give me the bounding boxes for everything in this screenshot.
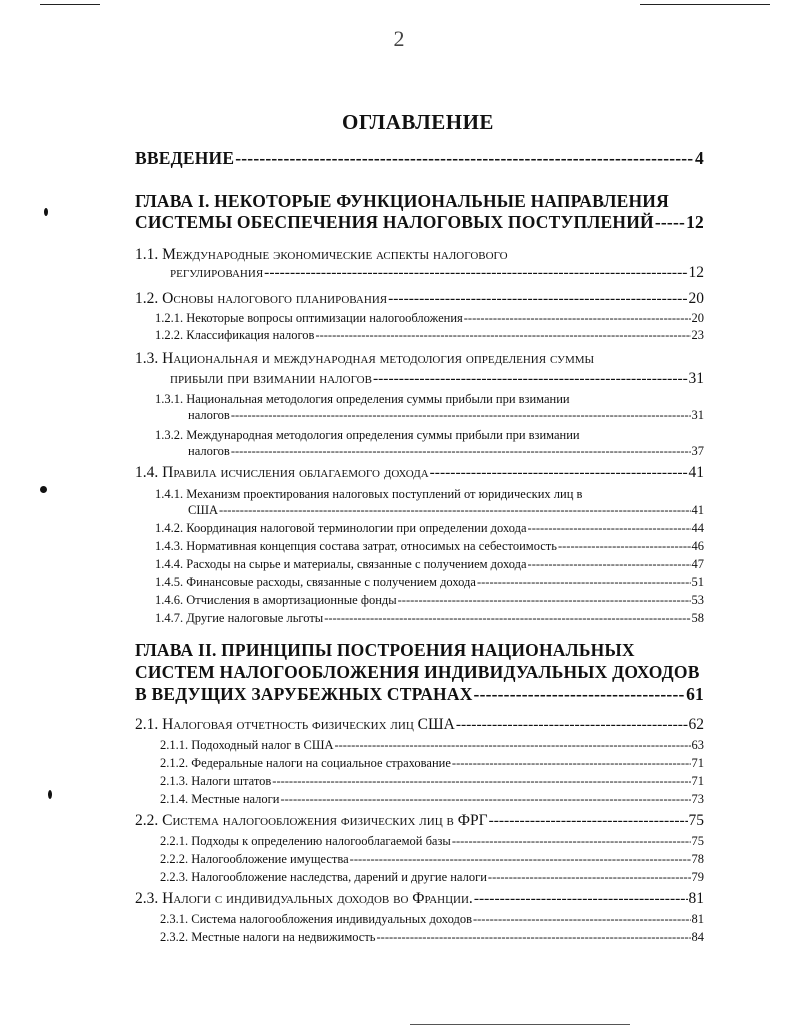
toc-page: 31 bbox=[691, 408, 704, 422]
toc-section-2-1-3[interactable] bbox=[160, 774, 704, 789]
toc-label: 2.3.2. Местные налоги на недвижимость bbox=[160, 930, 376, 944]
toc-leader bbox=[488, 870, 691, 885]
toc-leader bbox=[377, 930, 691, 945]
toc-chapter-1-heading: ГЛАВА I. НЕКОТОРЫЕ ФУНКЦИОНАЛЬНЫЕ НАПРАВЛЕНИЯ bbox=[135, 191, 669, 211]
toc-leader bbox=[474, 684, 686, 705]
toc-leader bbox=[334, 738, 690, 753]
toc-section-2-3-2[interactable] bbox=[160, 930, 704, 945]
toc-label: США bbox=[188, 503, 218, 517]
toc-section-1-4-1-heading: 1.4.1. Механизм проектирования налоговых поступлений от юридических лиц в bbox=[155, 487, 583, 501]
toc-leader bbox=[388, 290, 687, 308]
toc-page: 71 bbox=[691, 756, 704, 770]
toc-label: 2.3.1. Система налогообложения индивидуальных доходов bbox=[160, 912, 472, 926]
toc-page: 75 bbox=[688, 812, 704, 829]
toc-section-1-3-2[interactable] bbox=[188, 444, 704, 459]
toc-label: 2.1.4. Местные налоги bbox=[160, 792, 280, 806]
toc-section-1-3-1[interactable] bbox=[188, 408, 704, 423]
toc-section-1-1-heading: 1.1. Международные экономические аспекты налогового bbox=[135, 246, 508, 263]
scan-edge-top-right bbox=[640, 4, 770, 5]
scan-speck bbox=[40, 486, 47, 493]
toc-section-2-3[interactable] bbox=[135, 890, 704, 908]
toc-section-1-4-3[interactable] bbox=[155, 539, 704, 554]
toc-label: ВВЕДЕНИЕ bbox=[135, 148, 235, 168]
toc-page: 75 bbox=[691, 834, 704, 848]
toc-section-1-4-7[interactable] bbox=[155, 611, 704, 626]
toc-page: 31 bbox=[688, 370, 704, 387]
toc-intro[interactable] bbox=[135, 148, 704, 169]
page-number: 2 bbox=[393, 26, 405, 51]
toc-page: 71 bbox=[691, 774, 704, 788]
toc-page: 73 bbox=[691, 792, 704, 806]
page-title: ОГЛАВЛЕНИЕ bbox=[342, 110, 494, 134]
toc-section-2-3-1[interactable] bbox=[160, 912, 704, 927]
toc-label: 2.2.2. Налогообложение имущества bbox=[160, 852, 349, 866]
toc-label: В ВЕДУЩИХ ЗАРУБЕЖНЫХ СТРАНАХ bbox=[135, 684, 473, 704]
toc-section-1-4-2[interactable] bbox=[155, 521, 704, 536]
toc-chapter-2[interactable] bbox=[135, 684, 704, 705]
toc-section-2-1-4[interactable] bbox=[160, 792, 704, 807]
toc-section-2-2-1[interactable] bbox=[160, 834, 704, 849]
toc-label: 1.4. Правила исчисления облагаемого дохода bbox=[135, 464, 429, 481]
toc-leader bbox=[231, 444, 691, 459]
toc-chapter-2-heading-1: ГЛАВА II. ПРИНЦИПЫ ПОСТРОЕНИЯ НАЦИОНАЛЬНЫХ bbox=[135, 640, 635, 660]
toc-leader bbox=[474, 890, 688, 908]
scan-speck bbox=[48, 790, 52, 799]
toc-leader bbox=[456, 716, 688, 734]
toc-page: 81 bbox=[691, 912, 704, 926]
toc-section-2-2[interactable] bbox=[135, 812, 704, 830]
toc-label: 2.1.3. Налоги штатов bbox=[160, 774, 272, 788]
toc-page: 63 bbox=[691, 738, 704, 752]
toc-page: 46 bbox=[691, 539, 704, 553]
toc-leader bbox=[350, 852, 691, 867]
toc-label: 1.4.3. Нормативная концепция состава затрат, относимых на себестоимость bbox=[155, 539, 557, 553]
toc-label: прибыли при взимании налогов bbox=[170, 370, 372, 387]
toc-leader bbox=[464, 311, 691, 326]
toc-page: 23 bbox=[691, 328, 704, 342]
toc-leader bbox=[373, 370, 688, 388]
toc-label: регулирования bbox=[170, 264, 264, 281]
toc-leader bbox=[272, 774, 690, 789]
toc-page: 20 bbox=[691, 311, 704, 325]
toc-label: 2.1.2. Федеральные налоги на социальное страхование bbox=[160, 756, 451, 770]
toc-section-1-4-6[interactable] bbox=[155, 593, 704, 608]
toc-section-2-1[interactable] bbox=[135, 716, 704, 734]
toc-page: 84 bbox=[691, 930, 704, 944]
toc-leader bbox=[398, 593, 691, 608]
toc-section-1-2[interactable] bbox=[135, 290, 704, 308]
toc-page: 20 bbox=[688, 290, 704, 307]
toc-leader bbox=[452, 834, 691, 849]
toc-section-1-2-1[interactable] bbox=[155, 311, 704, 326]
toc-leader bbox=[315, 328, 690, 343]
toc-page: 58 bbox=[691, 611, 704, 625]
toc-leader bbox=[558, 539, 691, 554]
toc-label: 1.2. Основы налогового планирования bbox=[135, 290, 388, 307]
toc-section-1-4-1[interactable] bbox=[188, 503, 704, 518]
toc-page: 81 bbox=[688, 890, 704, 907]
toc-leader bbox=[489, 812, 688, 830]
toc-section-2-1-2[interactable] bbox=[160, 756, 704, 771]
toc-leader bbox=[280, 792, 690, 807]
toc-label: 1.4.4. Расходы на сырье и материалы, связанные с получением дохода bbox=[155, 557, 527, 571]
toc-page: 79 bbox=[691, 870, 704, 884]
toc-page: 12 bbox=[688, 264, 704, 281]
toc-leader bbox=[219, 503, 691, 518]
toc-section-1-4-4[interactable] bbox=[155, 557, 704, 572]
toc-leader bbox=[473, 912, 691, 927]
toc-page: 37 bbox=[691, 444, 704, 458]
toc-chapter-1[interactable] bbox=[135, 212, 704, 233]
toc-leader bbox=[235, 148, 694, 169]
toc-page: 44 bbox=[691, 521, 704, 535]
toc-label: 2.1. Налоговая отчетность физических лиц США bbox=[135, 716, 455, 733]
scan-edge-bottom bbox=[410, 1024, 630, 1025]
toc-leader bbox=[528, 521, 691, 536]
toc-page: 4 bbox=[695, 148, 704, 168]
toc-label: 1.2.1. Некоторые вопросы оптимизации налогообложения bbox=[155, 311, 463, 325]
toc-leader bbox=[231, 408, 691, 423]
toc-section-1-3[interactable] bbox=[170, 370, 704, 388]
toc-label: 2.2. Система налогообложения физических лиц в ФРГ bbox=[135, 812, 488, 829]
toc-page: 51 bbox=[691, 575, 704, 589]
toc-leader bbox=[477, 575, 691, 590]
toc-label: 2.1.1. Подоходный налог в США bbox=[160, 738, 334, 752]
scan-edge-top-left bbox=[40, 4, 100, 5]
toc-label: 2.2.1. Подходы к определению налогооблагаемой базы bbox=[160, 834, 451, 848]
toc-section-1-4[interactable] bbox=[135, 464, 704, 482]
toc-label: налогов bbox=[188, 444, 230, 458]
toc-leader bbox=[324, 611, 690, 626]
toc-page: 61 bbox=[686, 684, 704, 704]
toc-page: 41 bbox=[691, 503, 704, 517]
toc-label: 1.4.2. Координация налоговой терминологии при определении дохода bbox=[155, 521, 527, 535]
toc-section-1-3-heading: 1.3. Национальная и международная методология определения суммы bbox=[135, 350, 595, 367]
toc-section-1-4-5[interactable] bbox=[155, 575, 704, 590]
toc-label: 2.3. Налоги с индивидуальных доходов во Франции. bbox=[135, 890, 473, 907]
toc-leader bbox=[452, 756, 691, 771]
toc-label: 2.2.3. Налогообложение наследства, дарений и другие налоги bbox=[160, 870, 487, 884]
toc-chapter-2-heading-2: СИСТЕМ НАЛОГООБЛОЖЕНИЯ ИНДИВИДУАЛЬНЫХ ДОХОДОВ bbox=[135, 662, 700, 682]
toc-page: 41 bbox=[688, 464, 704, 481]
scan-speck bbox=[44, 208, 48, 216]
toc-section-1-2-2[interactable] bbox=[155, 328, 704, 343]
toc-label: 1.4.6. Отчисления в амортизационные фонды bbox=[155, 593, 397, 607]
toc-page: 78 bbox=[691, 852, 704, 866]
toc-section-2-1-1[interactable] bbox=[160, 738, 704, 753]
toc-section-1-3-1-heading: 1.3.1. Национальная методология определения суммы прибыли при взимании bbox=[155, 392, 570, 406]
toc-section-1-3-2-heading: 1.3.2. Международная методология определения суммы прибыли при взимании bbox=[155, 428, 580, 442]
toc-section-2-2-2[interactable] bbox=[160, 852, 704, 867]
toc-page: 12 bbox=[686, 212, 704, 232]
toc-label: 1.2.2. Классификация налогов bbox=[155, 328, 315, 342]
toc-section-1-1[interactable] bbox=[170, 264, 704, 282]
toc-label: налогов bbox=[188, 408, 230, 422]
toc-page: 62 bbox=[688, 716, 704, 733]
toc-page: 47 bbox=[691, 557, 704, 571]
toc-page: 53 bbox=[691, 593, 704, 607]
toc-leader bbox=[528, 557, 691, 572]
toc-leader bbox=[655, 212, 685, 233]
toc-leader bbox=[430, 464, 688, 482]
toc-label: СИСТЕМЫ ОБЕСПЕЧЕНИЯ НАЛОГОВЫХ ПОСТУПЛЕНИЙ bbox=[135, 212, 654, 232]
toc-label: 1.4.5. Финансовые расходы, связанные с получением дохода bbox=[155, 575, 476, 589]
toc-label: 1.4.7. Другие налоговые льготы bbox=[155, 611, 324, 625]
toc-section-2-2-3[interactable] bbox=[160, 870, 704, 885]
toc-leader bbox=[264, 264, 687, 282]
